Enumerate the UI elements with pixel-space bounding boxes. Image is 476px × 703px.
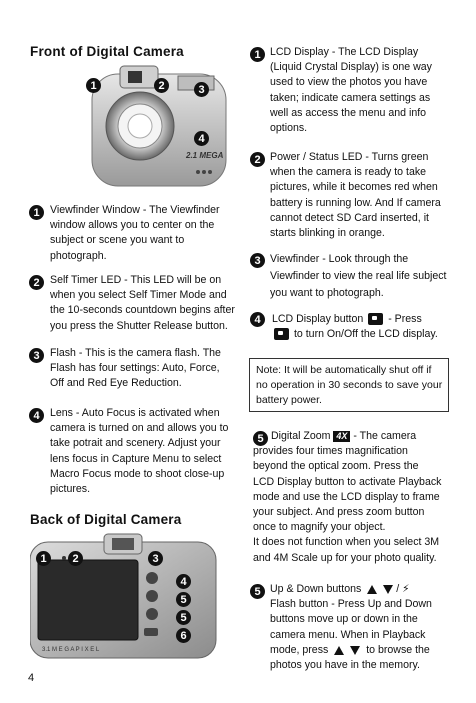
back-callout-6: 6 — [176, 628, 191, 643]
left-item-1-number: 1 — [29, 205, 44, 220]
right-item-4-text: LCD Display button - Press to turn On/Off the LCD display. — [272, 313, 438, 341]
front-image-label: 2.1 MEGA — [186, 151, 224, 160]
left-item-3-text: Flash - This is the camera flash. The Flash has four settings: Auto, Force, Off and Red Eye Reduction. — [50, 347, 221, 390]
lcd-button-icon — [368, 313, 383, 325]
back-image-label: 3.1 M E G A P I X E L — [42, 647, 100, 653]
right-item-3-text: Viewfinder - Look through the Viewfinder to view the real life subject you want to photograph. — [270, 253, 447, 299]
front-heading: Front of Digital Camera — [30, 44, 184, 59]
back-callout-4: 4 — [176, 574, 191, 589]
front-callout-4: 4 — [194, 131, 209, 146]
zoom-item-text: Digital Zoom 4X - The camera provides four times magnification beyond the optical zoom. Press the LCD Display button to activate Playback mode and use the LCD display to frame your subject. And press zoom button once to magnify your object. It does not function when you select 3M and 4M Scale up for your photo quality. — [253, 430, 442, 564]
down-arrow-icon-2 — [350, 646, 360, 655]
right-item-2-number: 2 — [250, 152, 265, 167]
back-callout-2: 2 — [68, 551, 83, 566]
back-heading: Back of Digital Camera — [30, 512, 182, 527]
up-arrow-icon-2 — [334, 646, 344, 655]
updown-item-number: 5 — [250, 584, 265, 599]
zoom-item-number: 5 — [253, 431, 268, 446]
back-callout-3: 3 — [148, 551, 163, 566]
updown-item-text: Up & Down buttons / ⚡ Flash button - Press Up and Down buttons move up or down in the camera menu. When in Playback mode, press to browse the photos you have in the memory. — [270, 583, 432, 672]
left-item-1-text: Viewfinder Window - The Viewfinder window allows you to center on the subject or scene you want to photograph. — [50, 204, 220, 262]
right-item-1-text: LCD Display - The LCD Display (Liquid Crystal Display) is one way used to view the photos you have taken; indicate camera settings as well as access the menu and info options. — [270, 46, 432, 135]
right-item-2-text: Power / Status LED - Turns green when the camera is ready to take pictures, while it becomes red when battery is running low. And If camera cannot detect SD Card inserted, it starts blinking in orange. — [270, 151, 441, 240]
note-box: Note: It will be automatically shut off if no operation in 30 seconds to save your battery power. — [249, 358, 449, 412]
down-arrow-icon — [383, 585, 393, 594]
right-item-1-number: 1 — [250, 47, 265, 62]
front-callout-3: 3 — [194, 82, 209, 97]
left-item-2-number: 2 — [29, 275, 44, 290]
right-item-4-number: 4 — [250, 312, 265, 327]
flash-bolt-icon: ⚡ — [402, 583, 410, 595]
lcd-button-icon-2 — [274, 328, 289, 340]
page-number: 4 — [28, 672, 35, 684]
left-item-3-number: 3 — [29, 348, 44, 363]
left-item-2-text: Self Timer LED - This LED will be on when you select Self Timer Mode and the 10-seconds countdown begins after you press the Shutter Release button. — [50, 274, 235, 332]
left-item-4-text: Lens - Auto Focus is activated when camera is turned on and allows you to take potrait and scenery. Adjust your lens focus in Capture Menu to select Macro Focus mode to shoot close-up pictures. — [50, 407, 229, 496]
zoom-4x-icon: 4X — [333, 431, 350, 442]
back-callout-1: 1 — [36, 551, 51, 566]
front-callout-2: 2 — [154, 78, 169, 93]
left-item-4-number: 4 — [29, 408, 44, 423]
back-callout-5a: 5 — [176, 592, 191, 607]
front-callout-1: 1 — [86, 78, 101, 93]
right-item-3-number: 3 — [250, 253, 265, 268]
up-arrow-icon — [367, 585, 377, 594]
back-callout-5b: 5 — [176, 610, 191, 625]
